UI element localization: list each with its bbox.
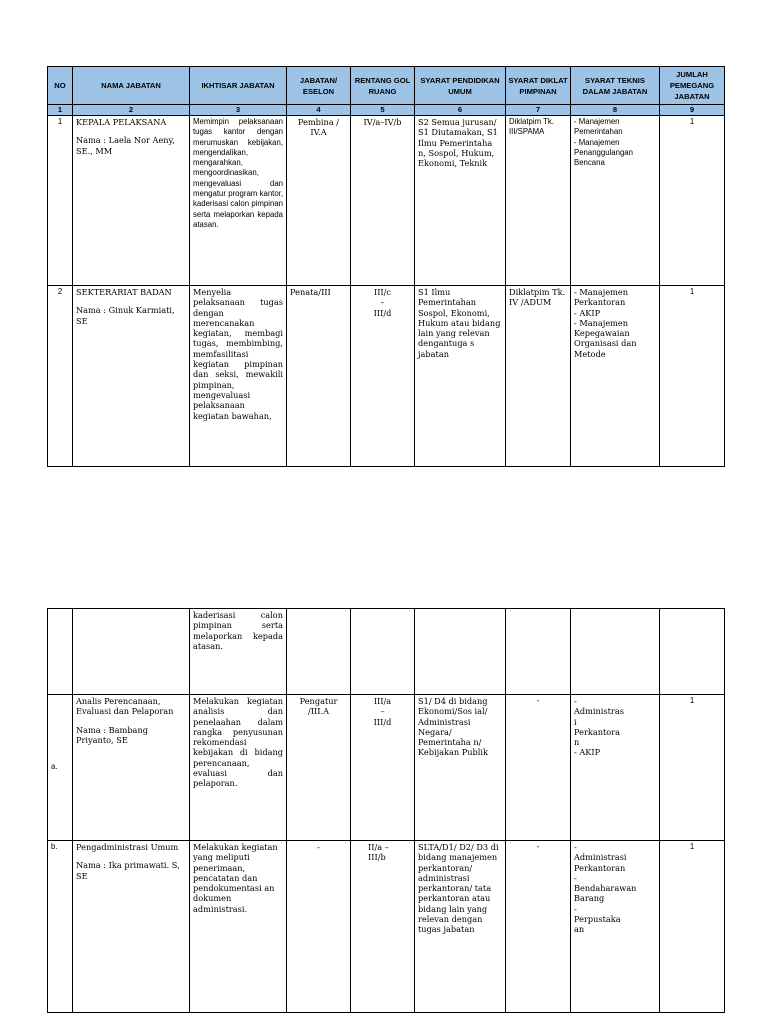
row-eselon: Penata/III [287, 286, 351, 467]
row-ikhtisar: Memimpin pelaksanaan tugas kantor dengan merumuskan kebijakan, mengendalikan, mengarahkan, mengoordinasikan, mengevaluasi dan mengatur program kantor, kaderisasi calon pimpinan serta melaporkan kepada atasan. [190, 116, 287, 286]
row-jumlah: 1 [660, 695, 725, 841]
column-number: 5 [351, 105, 415, 116]
row-no: 2 [48, 286, 73, 467]
row-nama-jabatan [73, 116, 190, 286]
column-number: 9 [660, 105, 725, 116]
header-teknis: SYARAT TEKNIS DALAM JABATAN [571, 67, 660, 105]
row-diklat: - [506, 841, 571, 1013]
row-pendidikan: S2 Semua jurusan/ S1 Diutamakan, S1 Ilmu Pemerintaha n, Sospol, Hukum, Ekonomi, Teknik [415, 116, 506, 286]
row-ikhtisar: Melakukan kegiatan yang meliputi penerimaan, pencatatan dan pendokumentasi an dokumen administrasi. [190, 841, 287, 1013]
row-no: a. [48, 695, 73, 841]
header-diklat: SYARAT DIKLAT PIMPINAN [506, 67, 571, 105]
header-jabatan-eselon: JABATAN/ ESELON [287, 67, 351, 105]
row-diklat: Diklatpim Tk. III/SPAMA [506, 116, 571, 286]
row-nama-jabatan [73, 841, 190, 1013]
job-table-page-2 [47, 608, 725, 1013]
column-number-row [48, 105, 725, 116]
row-diklat: - [506, 695, 571, 841]
row-teknis: - Administras i Perkantora n - AKIP [571, 695, 660, 841]
table-row [48, 286, 725, 467]
row-eselon: Pengatur /III.A [287, 695, 351, 841]
header-jumlah: JUMLAH PEMEGANG JABATAN [660, 67, 725, 105]
row-eselon: Pembina / IV.A [287, 116, 351, 286]
position-holder: Nama : Ika primawati. S, SE [76, 860, 180, 881]
table-row [48, 695, 725, 841]
column-number: 7 [506, 105, 571, 116]
row-eselon: - [287, 841, 351, 1013]
row-rentang: III/a – III/d [351, 695, 415, 841]
row-rentang: III/c – III/d [351, 286, 415, 467]
continuation-row [48, 609, 725, 695]
row-pendidikan: SLTA/D1/ D2/ D3 di bidang manajemen perkantoran/ administrasi perkantoran/ tata perkantoran atau bidang lain yang relevan dengan tugas jabatan [415, 841, 506, 1013]
row-ikhtisar: Menyelia pelaksanaan tugas dengan merencanakan kegiatan, membagi tugas, membimbing, memfasilitasi kegiatan pimpinan dan seksi, mewakili pimpinan, mengevaluasi pelaksanaan kegiatan bawahan, [190, 286, 287, 467]
header-rentang-gol: RENTANG GOL RUANG [351, 67, 415, 105]
position-holder: Nama : Laela Nor Aeny, SE., MM [76, 135, 175, 156]
table-row [48, 116, 725, 286]
row-pendidikan: S1/ D4 di bidang Ekonomi/Sos ial/ Administrasi Negara/ Pemerintaha n/ Kebijakan Publik [415, 695, 506, 841]
row-diklat: Diklatpim Tk. IV /ADUM [506, 286, 571, 467]
column-number: 8 [571, 105, 660, 116]
row-rentang: II/a – III/b [351, 841, 415, 1013]
position-title: Analis Perencanaan, Evaluasi dan Pelaporan [76, 696, 174, 717]
header-nama-jabatan: NAMA JABATAN [73, 67, 190, 105]
row-nama-jabatan [73, 286, 190, 467]
column-number: 1 [48, 105, 73, 116]
job-table-page-1 [47, 66, 725, 467]
row-jumlah: 1 [660, 286, 725, 467]
header-no: NO [48, 67, 73, 105]
row-ikhtisar: Melakukan kegiatan analisis dan penelaahan dalam rangka penyusunan rekomendasi kebijakan di bidang perencanaan, evaluasi dan pelaporan. [190, 695, 287, 841]
position-title: KEPALA PELAKSANA [76, 117, 167, 127]
position-holder: Nama : Ginuk Karmiati, SE [76, 305, 175, 326]
column-number: 4 [287, 105, 351, 116]
row-teknis: - Manajemen Pemerintahan - Manajemen Penanggulangan Bencana [571, 116, 660, 286]
row-jumlah: 1 [660, 841, 725, 1013]
position-holder: Nama : Bambang Priyanto, SE [76, 724, 148, 745]
column-number: 3 [190, 105, 287, 116]
position-title: Pengadministrasi Umum [76, 842, 179, 852]
row-pendidikan: S1 Ilmu Pemerintahan Sospol, Ekonomi, Hukum atau bidang lain yang relevan dengantuga s jabatan [415, 286, 506, 467]
row-rentang: IV/a–IV/b [351, 116, 415, 286]
position-title: SEKTERARIAT BADAN [76, 287, 172, 297]
header-row [48, 67, 725, 105]
row-jumlah: 1 [660, 116, 725, 286]
row-teknis: - Administrasi Perkantoran - Bendaharawan Barang - Perpustaka an [571, 841, 660, 1013]
column-number: 6 [415, 105, 506, 116]
row-teknis: - Manajemen Perkantoran - AKIP - Manajemen Kepegawaian Organisasi dan Metode [571, 286, 660, 467]
table-row [48, 841, 725, 1013]
column-number: 2 [73, 105, 190, 116]
header-ikhtisar-jabatan: IKHTISAR JABATAN [190, 67, 287, 105]
row-ikhtisar-continued: kaderisasi calon pimpinan serta melaporkan kepada atasan. [190, 609, 287, 695]
row-nama-jabatan [73, 695, 190, 841]
row-no: 1 [48, 116, 73, 286]
row-no: b. [48, 841, 73, 1013]
header-pendidikan: SYARAT PENDIDIKAN UMUM [415, 67, 506, 105]
